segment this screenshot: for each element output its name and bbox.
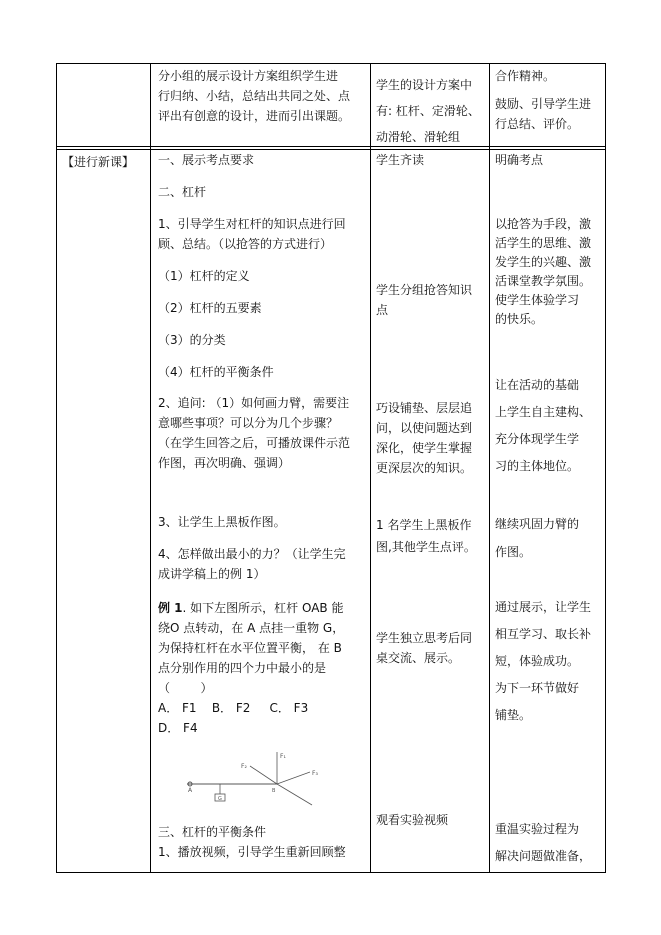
label-g: G [218,796,222,802]
example-label: 例 1 [158,601,183,615]
row2-process-cell [158,150,368,473]
intent-3: 让在活动的基础 上学生自主建构、 充分体现学生学 习的主体地位。 [495,378,592,473]
student-activity-6: 观看实验视频 [376,813,449,827]
process-line: 4、怎样做出最小的力？（让学生完 [158,547,346,561]
row1-student-line-3: 动滑轮、滑轮组 [376,130,461,144]
process-line: （4）杠杆的平衡条件 [158,365,274,379]
example-line: （ ） [158,681,213,695]
row1-method-cell [158,66,368,126]
student-activity-5: 学生独立思考后同 桌交流、展示。 [376,631,473,665]
student-activity-3: 巧设铺垫、层层追 问，以使问题达到 深化，使学生掌握 更深层次的知识。 [376,401,473,475]
force-f2 [250,766,277,784]
label-b: B [272,788,276,794]
process-line: 三、杠杆的平衡条件 [158,825,267,839]
table-border-right [605,63,606,873]
example-line: 点分别作用的四个力中最小的是 [158,661,327,675]
process-line: 一、展示考点要求 [158,153,255,167]
force-f4 [277,784,312,805]
row1-method-line-1: 分小组的展示设计方案组织学生进 [158,69,339,83]
table-border-bottom [56,872,606,873]
process-line: 意哪些事项？可以分为几个步骤？ [158,416,339,430]
intent-2: 以抢答为手段，激 活学生的思维、激 发学生的兴趣、激 活课堂教学氛围。 使学生体验学习 的快乐。 [495,217,592,326]
table-row-divider [56,146,606,147]
process-line: 作图，再次明确、强调） [158,456,291,470]
student-activity-4: 1 名学生上黑板作 图,其他学生点评。 [376,518,476,554]
label-f1: F₁ [280,753,286,760]
process-line: 顾、总结。（以抢答的方式进行） [158,237,333,251]
process-line: （在学生回答之后，可播放课件示范 [158,436,351,450]
example-line: 为保持杠杆在水平位置平衡， 在 B [158,641,342,655]
section-label: 【进行新课】 [62,155,135,169]
table-col-divider-3 [489,63,490,873]
row1-student-cell [376,72,488,150]
row2-process-cell-c [158,822,368,862]
process-line: 3、让学生上黑板作图。 [158,515,286,529]
table-border-left [56,63,57,873]
row1-method-line-3: 评出有创意的设计，进而引出课题。 [158,109,351,123]
process-line: 1、引导学生对杠杆的知识点进行回 [158,217,346,231]
label-a: A [188,787,193,794]
student-activity-2: 学生分组抢答知识 点 [376,283,473,317]
row1-student-line-1: 学生的设计方案中 [376,78,473,92]
student-activity-1: 学生齐读 [376,153,425,167]
process-line: （1）杠杆的定义 [158,269,250,283]
intent-5: 通过展示，让学生 相互学习、取长补 短，体验成功。 为下一环节做好 铺垫。 [495,600,592,722]
process-line: 2、追问: （1）如何画力臂，需要注 [158,396,350,410]
intent-6: 重温实验过程为 解决问题做准备， [495,822,592,863]
lever-figure [182,750,332,810]
intent-1: 明确考点 [495,153,544,167]
table-border-top [56,63,606,64]
process-line: 1、播放视频，引导学生重新回顾整 [158,845,346,859]
label-f2: F₂ [241,763,247,770]
process-line: （2）杠杆的五要素 [158,301,262,315]
example-text: . 如下左图所示，杠杆 OAB 能 [182,601,344,615]
row1-student-line-2: 有: 杠杆、定滑轮、 [376,104,480,118]
row1-intent-cell [495,66,605,134]
process-line: 成讲学稿上的例 1） [158,567,266,581]
process-line: 二、杠杆 [158,185,207,199]
label-f3: F₃ [312,770,318,777]
force-f3 [277,772,310,784]
table-col-divider-1 [150,63,151,873]
option-line: A． F1 B． F2 C． F3 [158,701,309,715]
table-col-divider-2 [370,63,371,873]
row1-intent-line-1: 合作精神。 [495,69,556,83]
row2-process-cell-b [158,512,368,738]
intent-4: 继续巩固力臂的 作图。 [495,517,580,559]
row1-method-line-2: 行归纳、小结，总结出共同之处、点 [158,89,351,103]
example-line: 绕O 点转动，在 A 点挂一重物 G， [158,621,345,635]
row1-intent-line-3: 行总结、评价。 [495,117,580,131]
example-line [158,598,368,618]
option-line: D． F4 [158,721,198,735]
process-line: （3）的分类 [158,333,226,347]
row1-intent-line-2: 鼓励、引导学生进 [495,97,592,111]
